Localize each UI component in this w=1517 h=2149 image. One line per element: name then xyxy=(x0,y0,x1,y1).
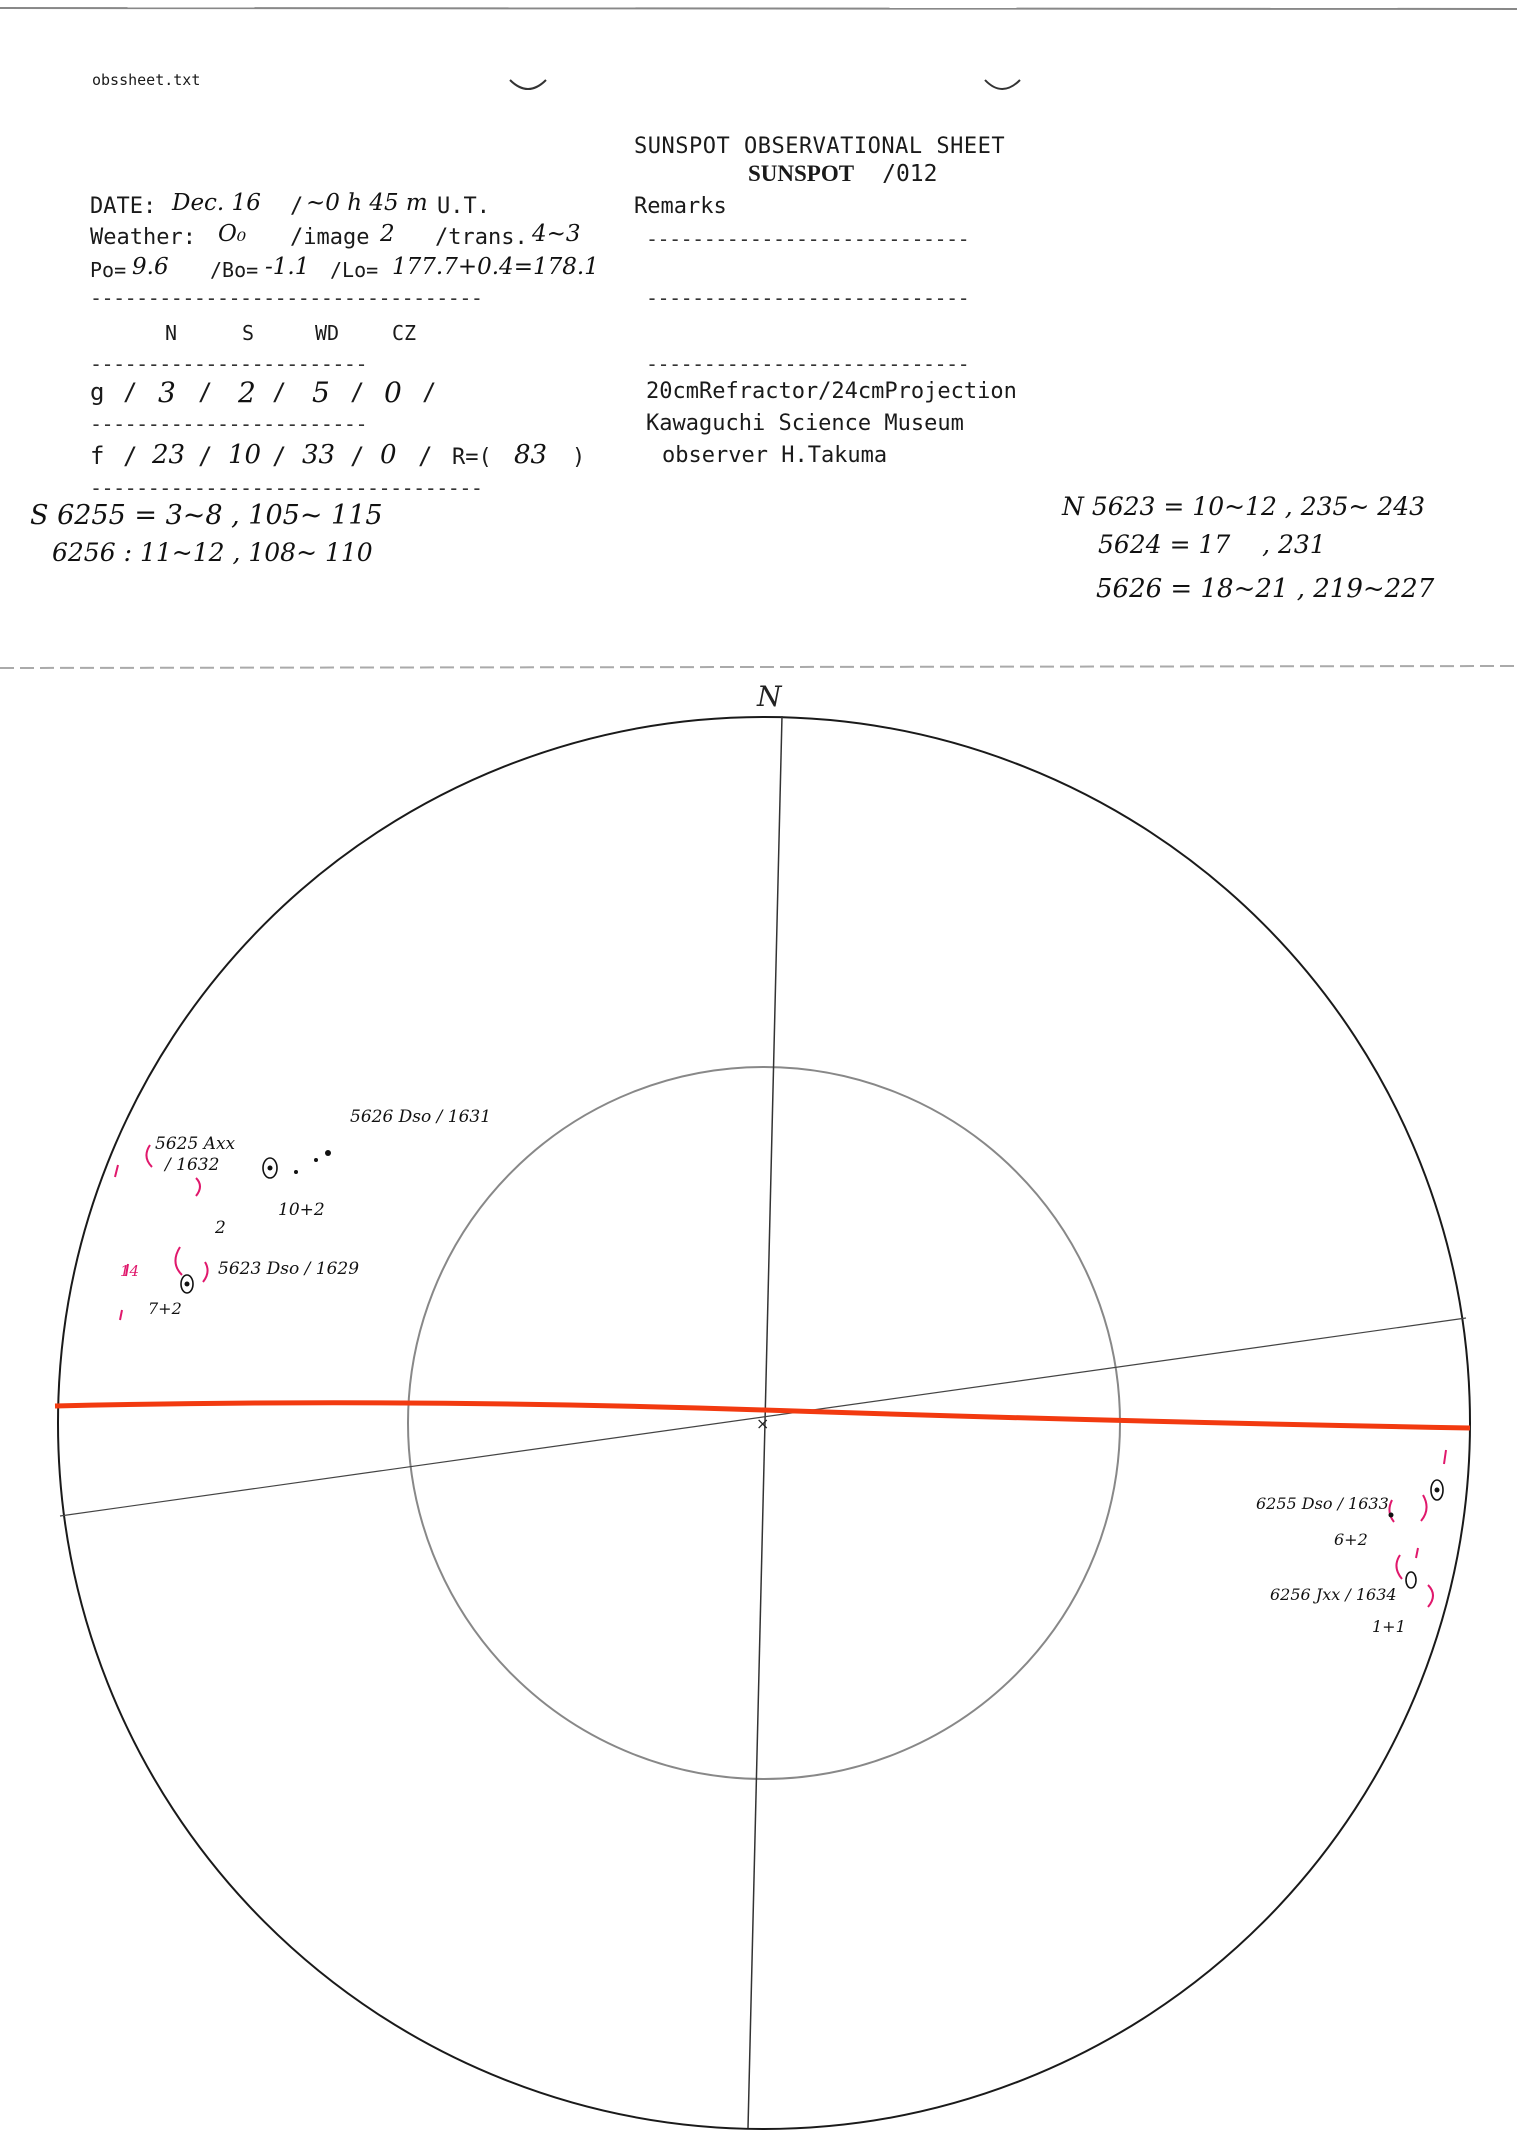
col-header-n: N xyxy=(165,321,178,345)
g-sep-5: / xyxy=(422,378,437,406)
date-value: Dec. 16 xyxy=(172,190,261,216)
note-right-1: N 5623 = 10~12 , 235~ 243 xyxy=(1062,492,1426,521)
l0-value: 177.7+0.4=178.1 xyxy=(392,254,599,280)
f-sep-2: / xyxy=(198,442,213,470)
spot-core-5623 xyxy=(185,1282,190,1287)
count-label-14: 14 xyxy=(120,1262,140,1280)
observer-text: observer H.Takuma xyxy=(662,443,888,468)
spot-dot-6255-1 xyxy=(1389,1513,1394,1518)
remarks-divider-1: ---------------------------- xyxy=(646,227,970,251)
north-label: N xyxy=(757,680,782,713)
sheet-title: SUNSPOT OBSERVATIONAL SHEET xyxy=(634,134,1006,159)
count-label-2: 2 xyxy=(215,1218,226,1238)
f-sep-1: / xyxy=(123,442,138,470)
f-label: f xyxy=(90,442,105,470)
divider-4: ---------------------------------- xyxy=(90,476,483,500)
date-label: DATE: xyxy=(90,194,157,219)
remarks-divider-2: ---------------------------- xyxy=(646,286,970,310)
g-sep-1: / xyxy=(123,378,138,406)
punch-mark-right xyxy=(985,80,1020,89)
f-sep-5: / xyxy=(418,442,433,470)
count-label-7-2: 7+2 xyxy=(148,1299,182,1318)
count-label-6-2: 6+2 xyxy=(1334,1530,1368,1549)
g-sep-2: / xyxy=(198,378,213,406)
r-label: R=( xyxy=(452,445,492,470)
spot-region-6256 xyxy=(1396,1548,1433,1607)
divider-2: ------------------------ xyxy=(90,352,367,376)
g-value-s: 2 xyxy=(238,376,256,409)
spot-dot-5626-2 xyxy=(314,1158,318,1162)
label-group-5625-a: 5625 Axx xyxy=(155,1134,236,1154)
page-edge-line xyxy=(0,8,1517,9)
p0-label: Po= xyxy=(90,258,127,282)
punch-mark-left xyxy=(510,80,546,89)
f-value-cz: 0 xyxy=(380,440,397,470)
image-value: 2 xyxy=(380,221,395,247)
subtitle-text: SUNSPOT xyxy=(748,161,855,186)
location-text: Kawaguchi Science Museum xyxy=(646,411,964,436)
f-value-wd: 33 xyxy=(302,440,336,470)
center-mark: × xyxy=(756,1414,770,1433)
trans-label: /trans. xyxy=(435,225,528,250)
spot-umbra-6256 xyxy=(1406,1572,1416,1588)
g-value-wd: 5 xyxy=(312,376,330,409)
g-value-n: 3 xyxy=(158,376,176,409)
l0-label: /Lo= xyxy=(330,258,379,282)
note-left-1: S 6255 = 3~8 , 105~ 115 xyxy=(30,500,383,531)
count-label-10-2: 10+2 xyxy=(278,1200,325,1220)
time-separator: / xyxy=(290,194,304,219)
b0-value: -1.1 xyxy=(265,254,310,280)
weather-label: Weather: xyxy=(90,225,196,250)
f-value-s: 10 xyxy=(228,440,262,470)
col-header-cz: CZ xyxy=(392,321,417,345)
remarks-label: Remarks xyxy=(634,194,727,219)
g-value-cz: 0 xyxy=(384,376,402,409)
g-sep-4: / xyxy=(350,378,365,406)
col-header-wd: WD xyxy=(315,321,340,345)
sheet-number: /012 xyxy=(882,161,938,187)
label-group-6255: 6255 Dso / 1633 xyxy=(1256,1494,1389,1513)
note-right-3: 5626 = 18~21 , 219~227 xyxy=(1096,574,1435,604)
label-group-6256: 6256 Jxx / 1634 xyxy=(1270,1585,1397,1604)
count-label-1-1: 1+1 xyxy=(1372,1617,1406,1636)
trans-value: 4~3 xyxy=(532,221,581,247)
file-label: obssheet.txt xyxy=(92,71,201,89)
image-label: /image xyxy=(290,225,370,250)
b0-label: /Bo= xyxy=(210,258,259,282)
fold-line xyxy=(0,666,1517,668)
spot-region-6255 xyxy=(1389,1450,1446,1522)
divider-3: ------------------------ xyxy=(90,412,367,436)
label-group-5626: 5626 Dso / 1631 xyxy=(350,1107,492,1127)
remarks-divider-3: ---------------------------- xyxy=(646,352,970,376)
f-sep-4: / xyxy=(350,442,365,470)
spot-dot-5626-3 xyxy=(325,1150,331,1156)
weather-value: O₀ xyxy=(218,221,247,247)
r-value: 83 xyxy=(514,440,548,470)
time-value: ~0 h 45 m xyxy=(306,190,428,216)
label-group-5625-b: / 1632 xyxy=(165,1155,220,1175)
spot-core-6255-1 xyxy=(1435,1488,1440,1493)
g-sep-3: / xyxy=(272,378,287,406)
g-label: g xyxy=(90,378,105,406)
time-unit: U.T. xyxy=(437,194,490,219)
p0-value: 9.6 xyxy=(132,254,169,280)
spot-core-5626-1 xyxy=(268,1166,273,1171)
note-left-2: 6256 : 11~12 , 108~ 110 xyxy=(52,538,373,567)
telescope-text: 20cmRefractor/24cmProjection xyxy=(646,379,1017,404)
divider-1: ---------------------------------- xyxy=(90,286,483,310)
f-value-n: 23 xyxy=(152,440,186,470)
spot-dot-5626-1 xyxy=(294,1170,298,1174)
note-right-2: 5624 = 17 , 231 xyxy=(1098,530,1326,559)
r-close: ) xyxy=(572,445,586,470)
col-header-s: S xyxy=(242,321,255,345)
f-sep-3: / xyxy=(272,442,287,470)
label-group-5623: 5623 Dso / 1629 xyxy=(218,1259,360,1279)
